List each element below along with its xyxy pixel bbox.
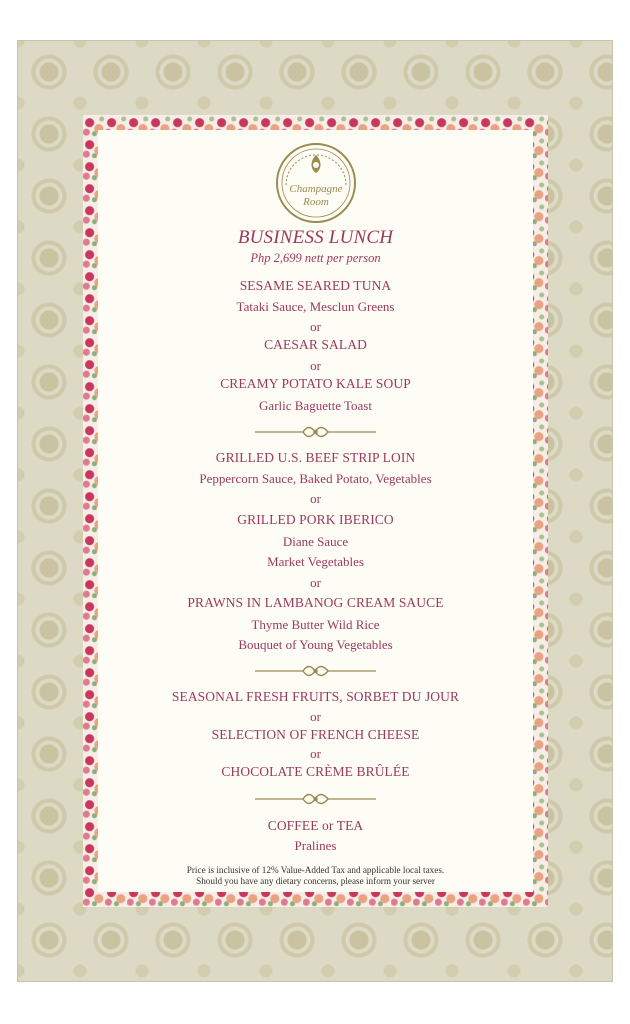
main-item-2: GRILLED PORK IBERICO [237,512,394,527]
main-item-3-desc-1: Thyme Butter Wild Rice [251,617,380,632]
ornament-divider [253,793,378,805]
main-item-2-desc-2: Market Vegetables [267,554,364,569]
logo-name-line1: Champagne [289,183,343,195]
menu-card [98,130,533,892]
menu-price: Php 2,699 nett per person [250,251,381,265]
or-separator: or [310,746,321,761]
starter-item-1-desc: Tataki Sauce, Mesclun Greens [236,299,395,314]
champagne-room-logo [274,141,358,225]
dessert-item-2: SELECTION OF FRENCH CHEESE [211,727,420,742]
beverage-item: COFFEE or TEA [267,818,364,833]
or-separator: or [310,491,321,506]
footnote-dietary: Should you have any dietary concerns, please inform your server [196,876,435,886]
menu-title: BUSINESS LUNCH [237,227,394,248]
main-item-1: GRILLED U.S. BEEF STRIP LOIN [215,450,416,465]
footnote-tax: Price is inclusive of 12% Value-Added Tax and applicable local taxes. [186,865,445,875]
starter-item-3: CREAMY POTATO KALE SOUP [220,376,411,391]
ornament-divider [253,426,378,438]
or-separator: or [310,358,321,373]
or-separator: or [310,575,321,590]
or-separator: or [310,319,321,334]
or-separator: or [310,709,321,724]
main-item-3-desc-2: Bouquet of Young Vegetables [238,637,393,652]
main-item-1-desc: Peppercorn Sauce, Baked Potato, Vegetables [199,471,432,486]
starter-item-2: CAESAR SALAD [264,337,367,352]
starter-item-1: SESAME SEARED TUNA [239,278,392,293]
dessert-item-3: CHOCOLATE CRÈME BRÛLÉE [221,764,410,779]
beverage-desc: Pralines [294,838,337,853]
logo-name-line2: Room [303,196,329,208]
main-item-3: PRAWNS IN LAMBANOG CREAM SAUCE [187,595,444,610]
ornament-divider [253,665,378,677]
dessert-item-1: SEASONAL FRESH FRUITS, SORBET DU JOUR [171,689,460,704]
main-item-2-desc-1: Diane Sauce [282,534,349,549]
starter-item-3-desc: Garlic Baguette Toast [259,398,372,413]
